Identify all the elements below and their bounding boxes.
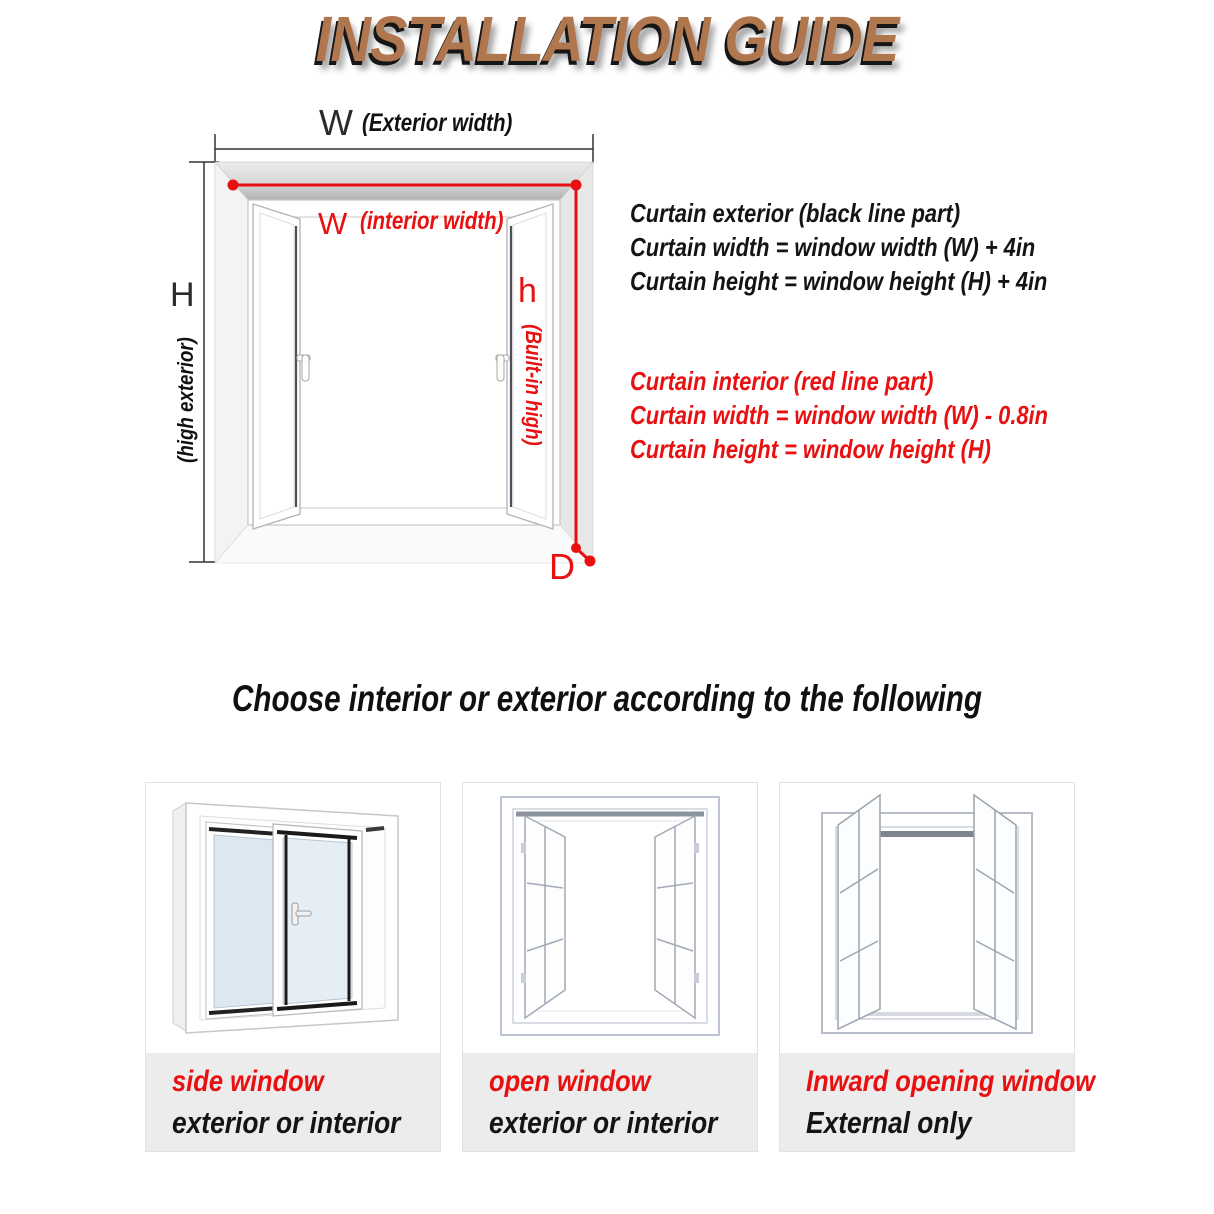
exterior-width-label: (Exterior width): [362, 109, 513, 137]
exterior-width-letter: W: [319, 102, 353, 143]
exterior-height-letter: H: [170, 276, 195, 314]
exterior-note-line1: Curtain exterior (black line part): [630, 198, 961, 228]
depth-letter: D: [549, 546, 575, 587]
panel-open-window: [462, 782, 758, 1152]
panel-subtitle: exterior or interior: [172, 1105, 401, 1140]
open-window-illustration: [463, 783, 757, 1053]
exterior-height-label: (high exterior): [173, 337, 198, 463]
curtain-interior-note: [630, 364, 1128, 466]
interior-note-line1: Curtain interior (red line part): [630, 366, 934, 396]
interior-width-label: (interior width): [360, 207, 504, 235]
exterior-note-line3: Curtain height = window height (H) + 4in: [630, 266, 1048, 296]
panel-subtitle: exterior or interior: [489, 1105, 718, 1140]
curtain-exterior-note: [630, 196, 1127, 298]
panel-inward-window-caption: [780, 1053, 1095, 1151]
inward-window-illustration: [780, 783, 1074, 1053]
panel-subtitle: External only: [806, 1105, 972, 1140]
interior-note-line3: Curtain height = window height (H): [630, 434, 991, 464]
exterior-note-line2: Curtain width = window width (W) + 4in: [630, 232, 1036, 262]
exterior-width-dimension-line: [215, 134, 593, 163]
sliding-window-illustration: [146, 783, 440, 1053]
panel-title: open window: [489, 1065, 651, 1098]
interior-width-letter: W: [318, 206, 348, 241]
interior-height-label: (Built-in high): [521, 324, 546, 446]
panel-inward-opening-window: [779, 782, 1095, 1152]
interior-note-line2: Curtain width = window width (W) - 0.8in: [630, 400, 1048, 430]
section-heading: Choose interior or exterior according to the following: [232, 678, 982, 719]
page-title: INSTALLATION GUIDE: [315, 3, 899, 75]
window-measurement-diagram: [170, 100, 630, 600]
window-diagram-drawing: [170, 100, 630, 600]
panel-title: Inward opening window: [806, 1065, 1095, 1098]
panel-title: side window: [172, 1065, 324, 1098]
panel-side-window: [145, 782, 441, 1152]
interior-height-letter: h: [518, 272, 537, 310]
panel-open-window-caption: [463, 1053, 757, 1151]
panel-side-window-caption: [146, 1053, 440, 1151]
